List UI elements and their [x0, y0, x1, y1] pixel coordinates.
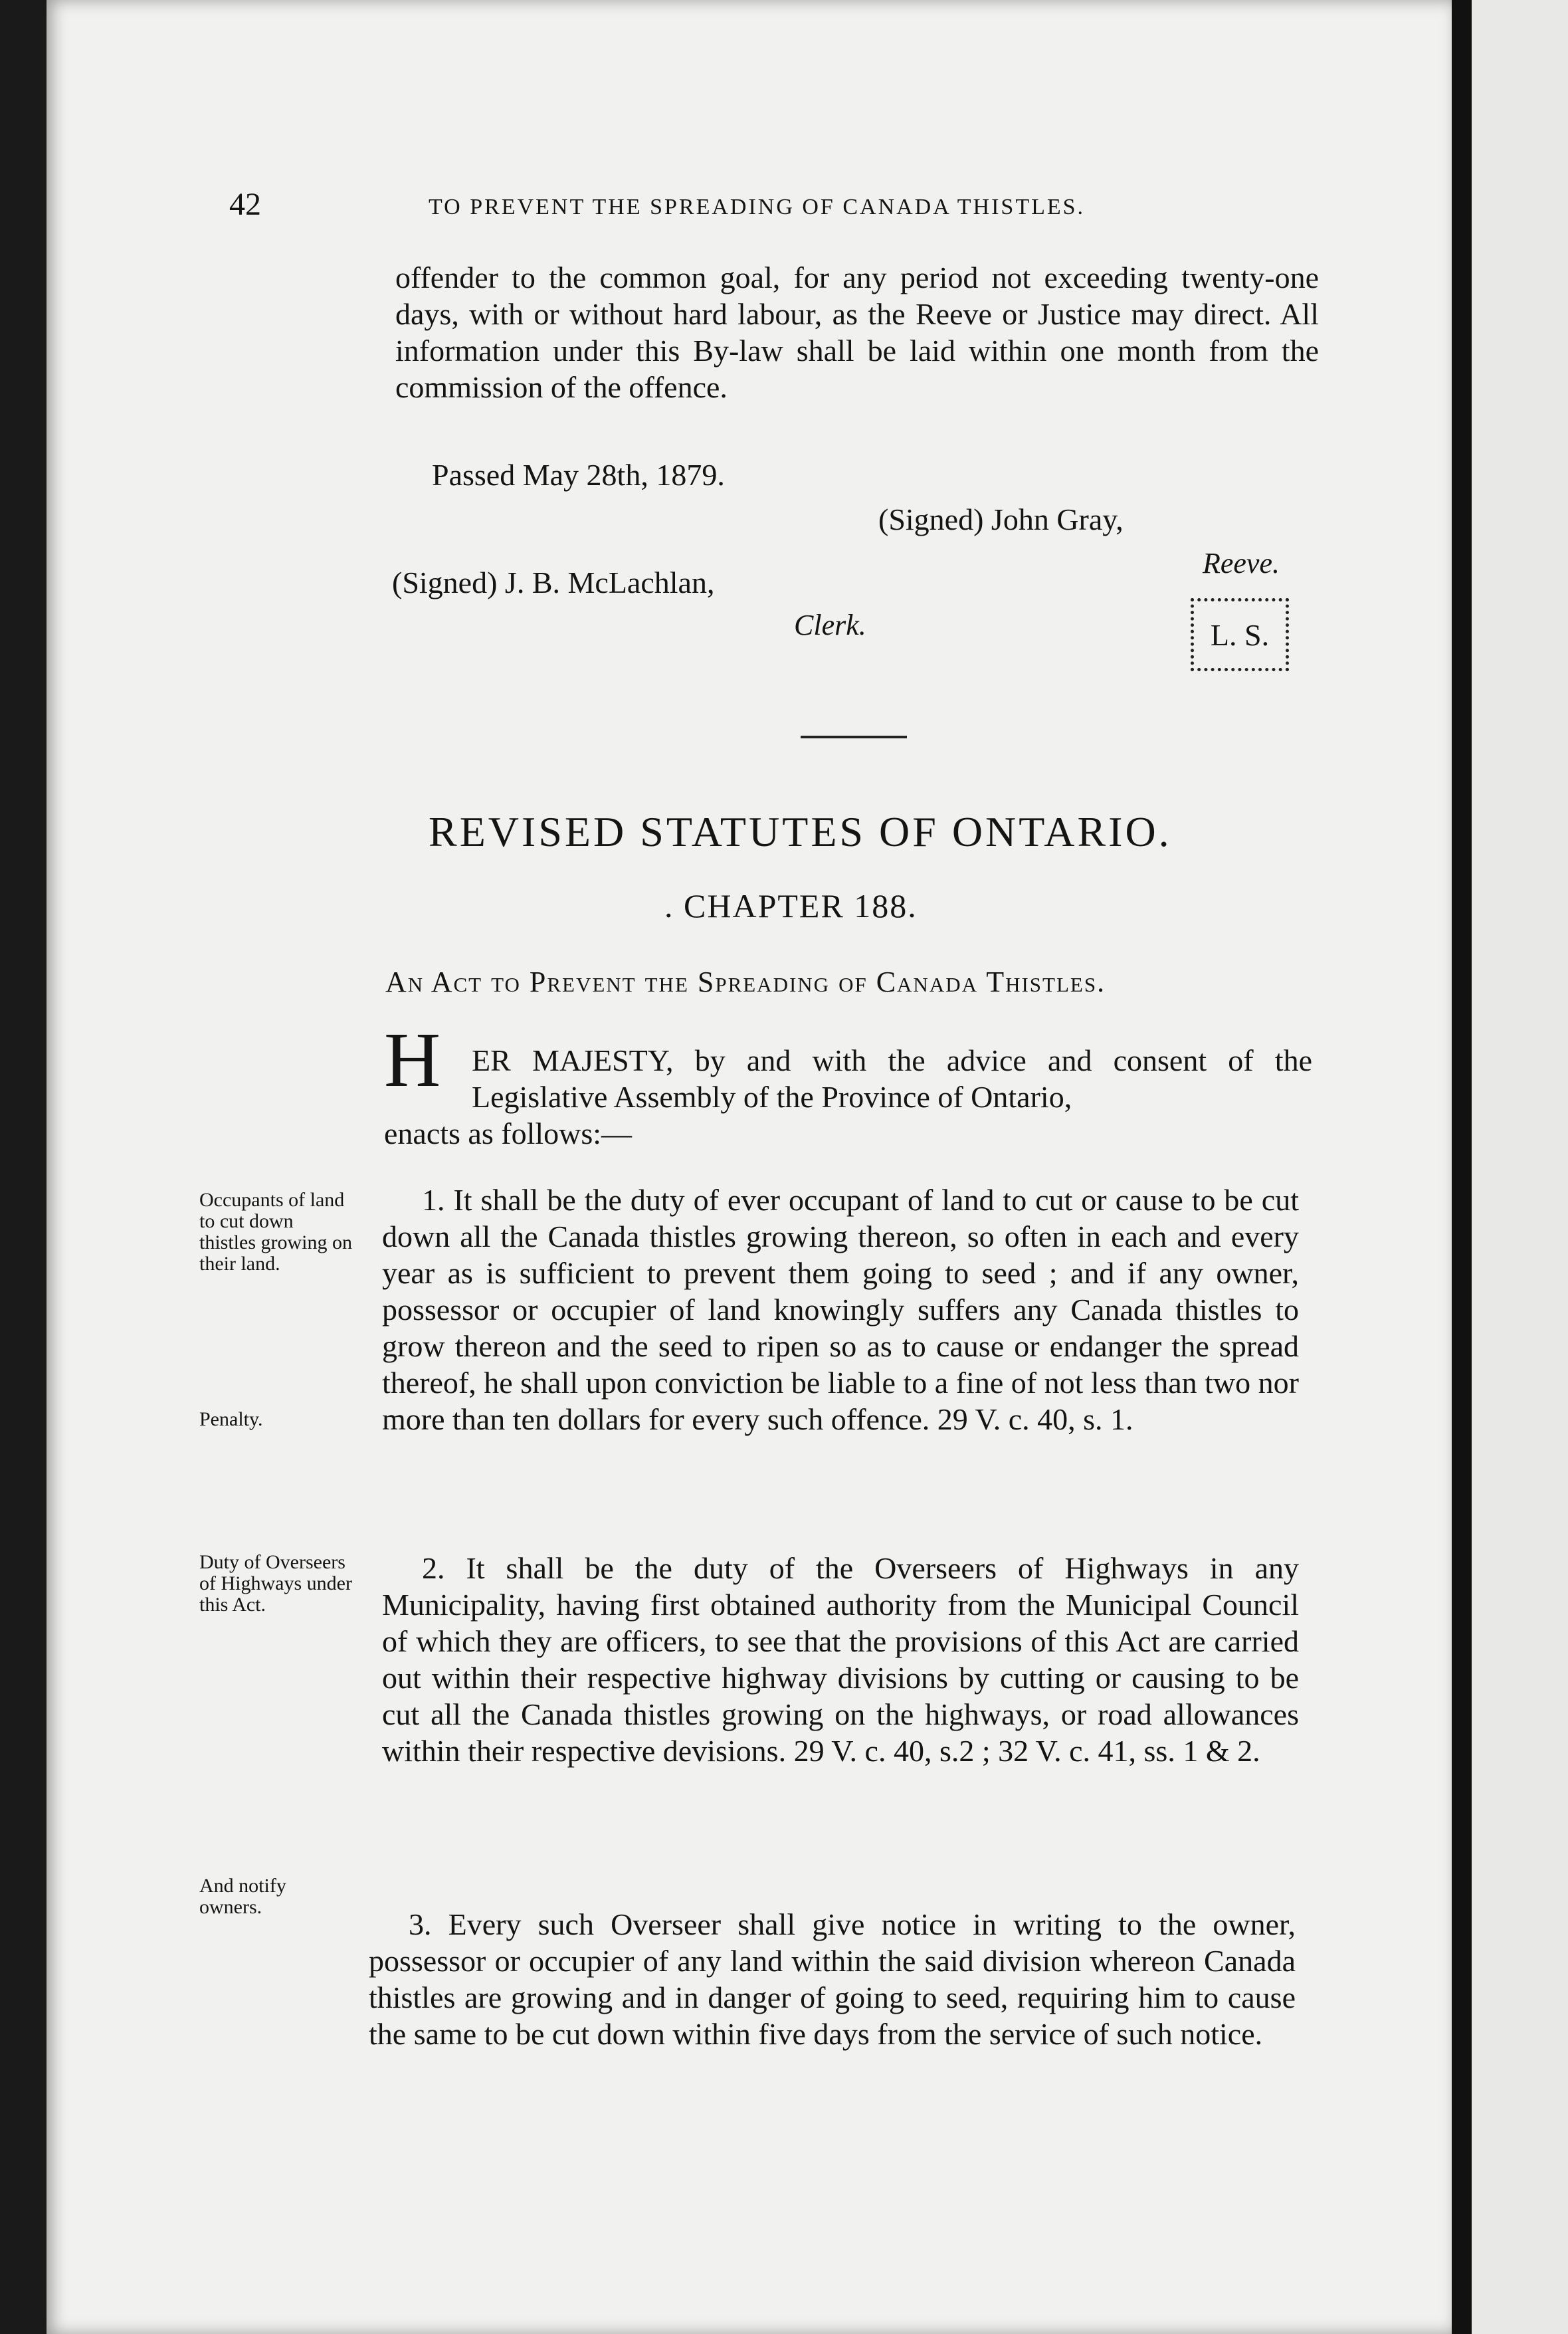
section-2: 2. It shall be the duty of the Overseers of Highways in any Municipality, having first obtained authority from the Municipal Council of which they are officers, to see that the provisions of this Act are carried out within their respective highway divisions by cutting or causing to be cut all the Canada thistles growing on the highways, or road allowances within their respective devisions. 29 V. c. 40, s.2 ; 32 V. c. 41, ss. 1 & 2. [382, 1551, 1299, 1768]
act-title: An Act to Prevent the Spreading of Canada Thistles. [385, 966, 1106, 998]
reeve-title: Reeve. [1203, 547, 1280, 580]
section-1: 1. It shall be the duty of ever occupant of land to cut or cause to be cut down all the Canada thistles growing thereon, so often in each and every year as is sufficient to prevent them going to seed ; and if any owner, possessor or occupier of land knowingly suffers any Canada thistles to grow thereon and the seed to ripen so as to cause or endanger the spread thereof, he shall upon conviction be liable to a fine of not less than two nor more than ten dollars for every such offence. 29 V. c. 40, s. 1. [382, 1183, 1299, 1436]
preamble-text: ER MAJESTY, by and with the advice and consent of the Legislative Assembly of the Province of Ontario, [472, 1043, 1312, 1114]
preamble-enacts: enacts as follows:— [384, 1116, 633, 1150]
section-3: 3. Every such Overseer shall give notice in writing to the owner, possessor or occupier of any land within the said division whereon Canada thistles are growing and in danger of going to seed, requiring him to cause the same to be cut down within five days from the service of such notice. [369, 1907, 1296, 2051]
sidenote-occupants: Occupants of land to cut down thistles growing on their land. [199, 1189, 352, 1275]
clerk-title: Clerk. [794, 609, 866, 641]
seal-box [1191, 598, 1289, 671]
chapter-heading: . CHAPTER 188. [664, 887, 918, 924]
statutes-heading: REVISED STATUTES OF ONTARIO. [429, 808, 1172, 855]
page-number: 42 [229, 187, 261, 222]
bylaw-closing-paragraph: offender to the common goal, for any period not exceeding twenty-one days, with or without hard labour, as the Reeve or Justice may direct. All information under this By-law shall be laid within one month from the commission of the offence. [395, 261, 1319, 404]
reeve-signature: (Signed) John Gray, [878, 502, 1124, 536]
running-head: TO PREVENT THE SPREADING OF CANADA THISTLES. [429, 195, 1086, 219]
facing-page-edge [1472, 0, 1568, 2334]
clerk-signature: (Signed) J. B. McLachlan, [392, 566, 715, 599]
seal-label: L. S. [1210, 617, 1270, 652]
passed-date: Passed May 28th, 1879. [432, 458, 725, 492]
sidenote-notify: And notify owners. [199, 1875, 286, 1918]
drop-cap: H [384, 1016, 441, 1103]
sidenote-penalty: Penalty. [199, 1408, 263, 1430]
section-divider [801, 736, 907, 738]
sidenote-duty: Duty of Overseers of Highways under this Act. [199, 1551, 352, 1616]
